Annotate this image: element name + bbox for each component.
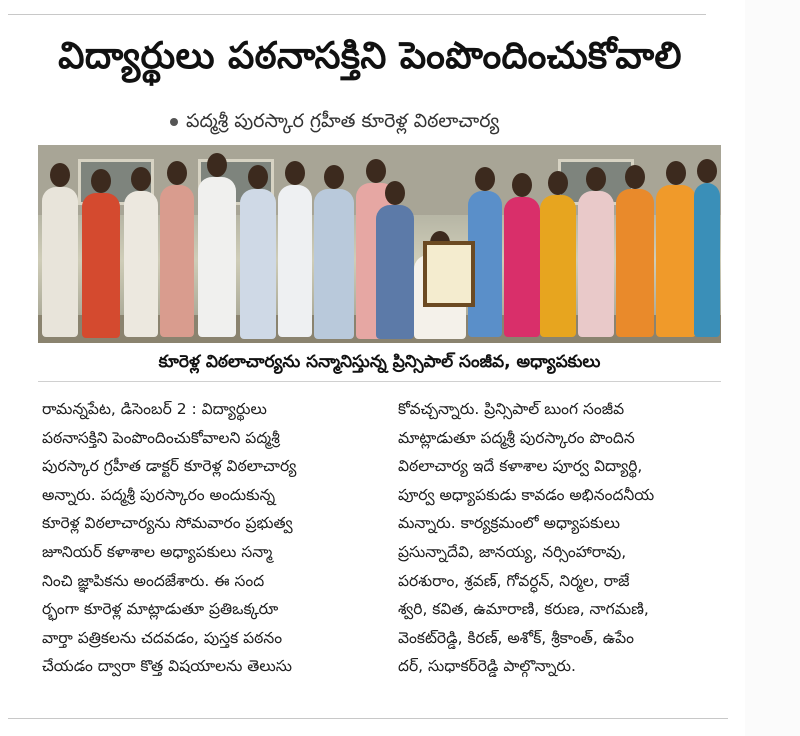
article-line: పురస్కార గ్రహీత డాక్టర్ కూరెళ్ల విఠలాచార్య: [42, 457, 297, 476]
photo-person: [160, 185, 194, 337]
photo-person: [278, 185, 312, 337]
memento-plaque: [423, 241, 475, 307]
photo-person: [694, 183, 720, 337]
article-line: అన్నారు. పద్మశ్రీ పురస్కారం అందుకున్న: [42, 485, 276, 504]
article-line: పూర్వ అధ్యాపకుడు కావడం అభినందనీయ: [398, 485, 655, 504]
photo-person: [540, 195, 576, 337]
article-line: పఠనాసక్తిని పెంపొందించుకోవాలని పద్మశ్రీ: [42, 428, 280, 447]
article-line: నించి జ్ఞాపికను అందజేశారు. ఈ సంద: [42, 571, 265, 590]
article-line: రామన్నపేట, డిసెంబర్ 2 : విద్యార్థులు: [42, 400, 267, 418]
article-column-left: [42, 395, 372, 681]
photo-person: [42, 187, 78, 337]
photo-person: [578, 191, 614, 337]
article-line: శ్వరి, కవిత, ఉమారాణి, కరుణ, నాగమణి,: [398, 600, 649, 619]
photo-person: [616, 189, 654, 337]
photo-person: [240, 189, 276, 339]
article-line: దర్, సుధాకర్‌రెడ్డి పాల్గొన్నారు.: [398, 657, 576, 676]
photo-person: [656, 185, 696, 337]
article-line: ప్రసున్నాదేవి, జానయ్య, నర్సింహారావు,: [398, 542, 627, 561]
page-edge: [745, 0, 800, 736]
photo-person: [82, 193, 120, 338]
group-photo: [38, 145, 721, 343]
photo-person: [198, 177, 236, 337]
article-line: మన్నారు. కార్యక్రమంలో అధ్యాపకులు: [398, 514, 620, 533]
photo-person: [376, 205, 414, 339]
article-line: చేయడం ద్వారా కొత్త విషయాలను తెలుసు: [42, 657, 292, 676]
article-line: విఠలాచార్య ఇదే కళాశాల పూర్వ విద్యార్థి,: [398, 457, 643, 476]
top-divider: [8, 14, 706, 15]
article-line: కోవచ్చన్నారు. ప్రిన్సిపాల్ బుంగ సంజీవ: [398, 400, 625, 418]
photo-caption: కూరెళ్ల విఠలాచార్యను సన్మానిస్తున్న ప్రిన్సిపాల్ సంజీవ, అధ్యాపకులు: [158, 352, 601, 372]
article-line: వెంకట్‌రెడ్డి, కిరణ్, అశోక్, శ్రీకాంత్, ఉపేం: [398, 628, 634, 647]
subheadline: [170, 110, 670, 137]
article-line: పరశురాం, శ్రవణ్, గోవర్ధన్, నిర్మల, రాజే: [398, 571, 630, 590]
subheadline-text: పద్మశ్రీ పురస్కార గ్రహీత కూరెళ్ల విఠలాచార్య: [186, 110, 500, 132]
bullet-icon: [170, 118, 178, 126]
article-line: ర్భంగా కూరెళ్ల మాట్లాడుతూ ప్రతిఒక్కరూ: [42, 600, 279, 619]
caption-divider: [38, 381, 721, 382]
previous-article-fragment: [30, 0, 710, 9]
article-line: జూనియర్ కళాశాల అధ్యాపకులు సన్మా: [42, 542, 273, 561]
bottom-divider: [8, 718, 728, 719]
photo-person: [314, 189, 354, 339]
headline: విద్యార్థులు పఠనాసక్తిని పెంపొందించుకోవాలి: [58, 34, 682, 77]
article-column-right: [398, 395, 728, 681]
photo-person: [124, 191, 158, 337]
article-line: మాట్లాడుతూ పద్మశ్రీ పురస్కారం పొందిన: [398, 428, 635, 447]
article-line: కూరెళ్ల విఠలాచార్యను సోమవారం ప్రభుత్వ: [42, 514, 293, 533]
article-line: వార్తా పత్రికలను చదవడం, పుస్తక పఠనం: [42, 628, 283, 647]
photo-person: [504, 197, 540, 337]
